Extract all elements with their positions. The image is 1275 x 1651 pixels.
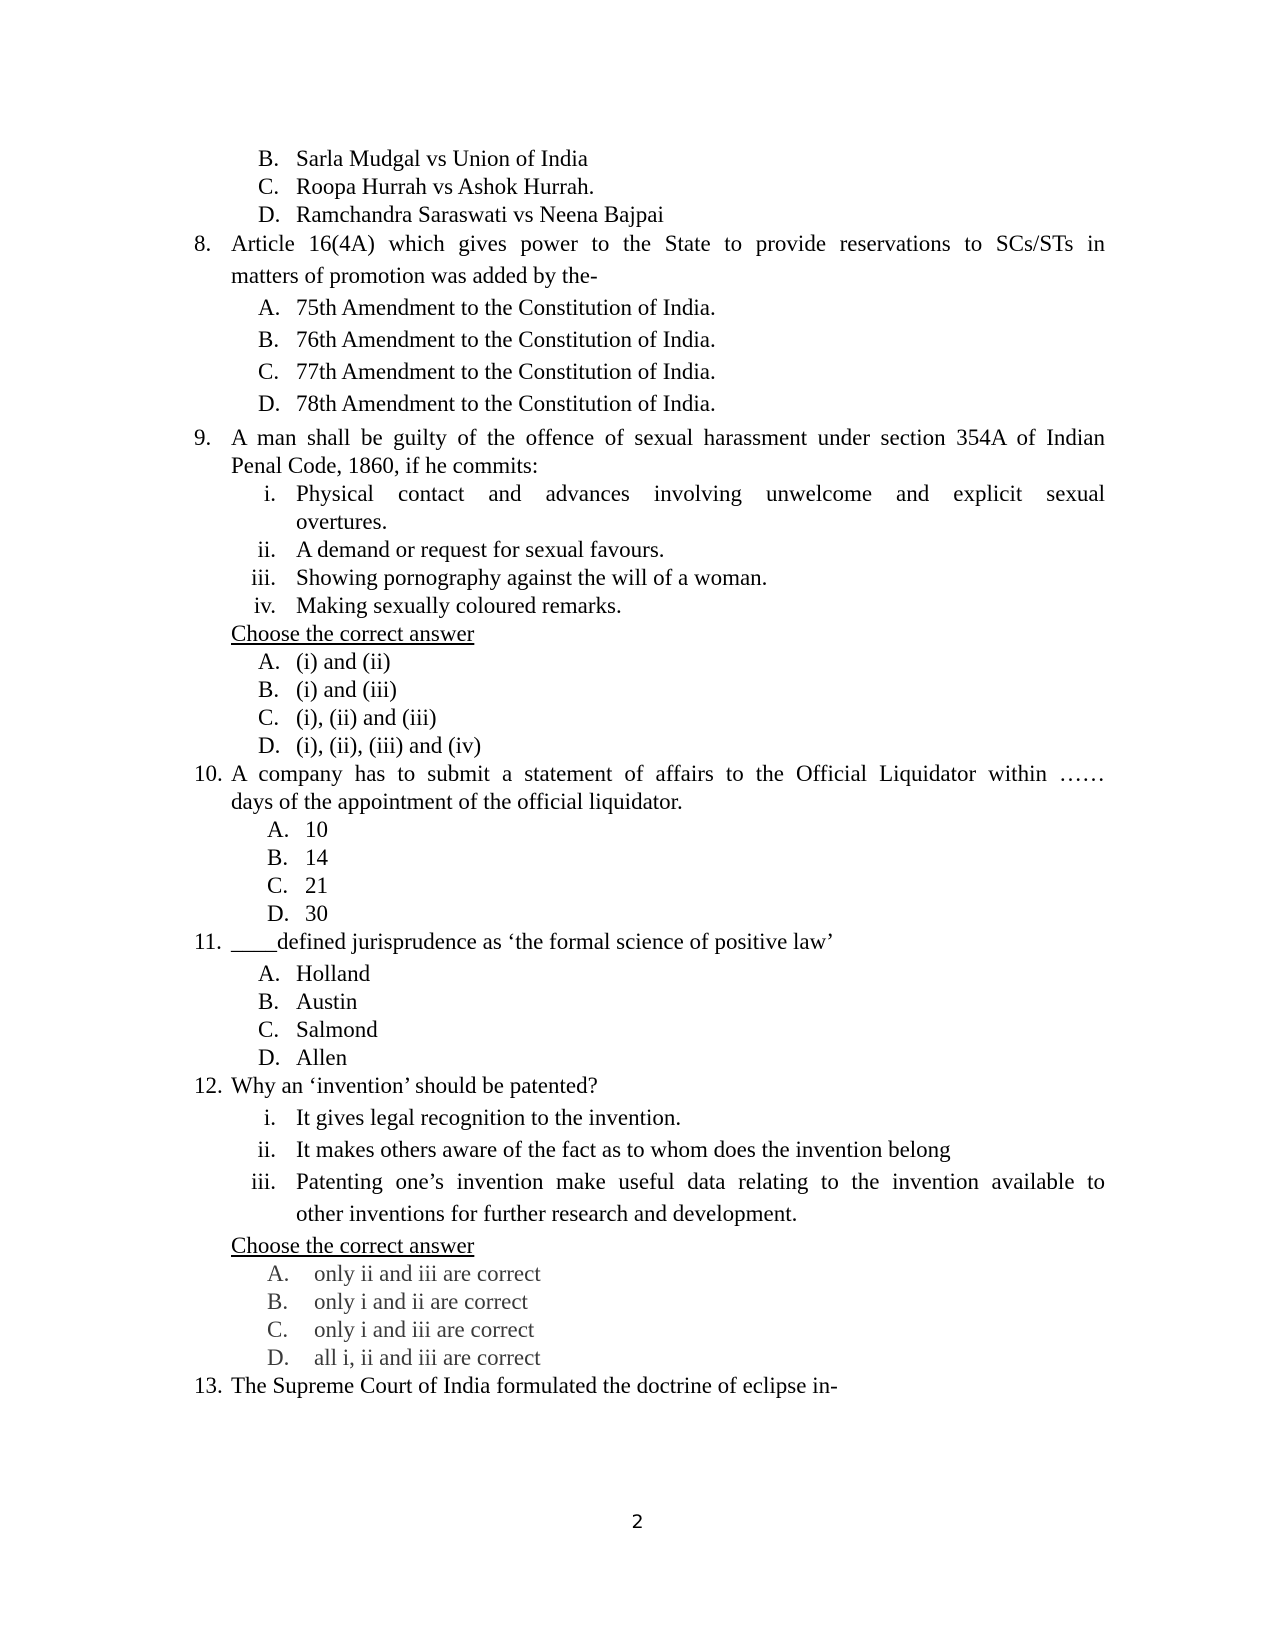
- item-text: Making sexually coloured remarks.: [296, 593, 622, 618]
- item-text: other inventions for further research and development.: [296, 1201, 798, 1226]
- question-text: A company has to submit a statement of affairs to the Official Liquidator within ……: [231, 761, 1105, 786]
- item-number: ii.: [257, 537, 276, 562]
- option-letter: C.: [258, 174, 280, 199]
- option-letter: B.: [258, 989, 280, 1014]
- question-text: matters of promotion was added by the-: [231, 263, 598, 288]
- option-letter: A.: [267, 817, 290, 842]
- option-letter: D.: [258, 202, 281, 227]
- item-number: ii.: [257, 1137, 276, 1162]
- option-text: 78th Amendment to the Constitution of India.: [296, 391, 716, 416]
- option-letter: B.: [267, 1289, 289, 1314]
- item-number: iii.: [251, 1169, 276, 1194]
- option-text: Roopa Hurrah vs Ashok Hurrah.: [296, 174, 595, 199]
- option-letter: C.: [267, 1317, 289, 1342]
- option-text: Salmond: [296, 1017, 378, 1042]
- question-number: 8.: [194, 231, 212, 256]
- option-letter: D.: [267, 901, 290, 926]
- question-number: 11.: [194, 929, 222, 954]
- option-letter: B.: [258, 146, 280, 171]
- option-text: only i and iii are correct: [314, 1317, 535, 1342]
- option-text: 30: [305, 901, 328, 926]
- option-text: (i) and (iii): [296, 677, 397, 702]
- option-letter: C.: [258, 1017, 280, 1042]
- question-text: The Supreme Court of India formulated the doctrine of eclipse in-: [231, 1373, 838, 1398]
- option-text: Allen: [296, 1045, 348, 1070]
- item-text: It gives legal recognition to the invention.: [296, 1105, 682, 1130]
- option-letter: D.: [258, 391, 281, 416]
- option-text: 21: [305, 873, 328, 898]
- question-text: ____defined jurisprudence as ‘the formal science of positive law’: [231, 929, 834, 954]
- option-text: 76th Amendment to the Constitution of India.: [296, 327, 716, 352]
- item-number: i.: [263, 1105, 276, 1130]
- option-letter: B.: [267, 845, 289, 870]
- choose-correct-answer: Choose the correct answer: [231, 1233, 475, 1258]
- option-text: only i and ii are correct: [314, 1289, 528, 1314]
- option-letter: B.: [258, 327, 280, 352]
- item-text: Physical contact and advances involving unwelcome and explicit sexual: [296, 481, 1105, 506]
- option-text: (i) and (ii): [296, 649, 391, 674]
- question-number: 12.: [194, 1073, 223, 1098]
- question-text: Penal Code, 1860, if he commits:: [231, 453, 539, 478]
- option-letter: C.: [258, 359, 280, 384]
- option-letter: A.: [267, 1261, 290, 1286]
- option-text: Holland: [296, 961, 371, 986]
- question-text: Why an ‘invention’ should be patented?: [231, 1073, 598, 1098]
- option-letter: D.: [258, 733, 281, 758]
- option-text: only ii and iii are correct: [314, 1261, 541, 1286]
- option-letter: D.: [267, 1345, 290, 1370]
- option-text: all i, ii and iii are correct: [314, 1345, 541, 1370]
- option-text: (i), (ii), (iii) and (iv): [296, 733, 482, 758]
- item-text: A demand or request for sexual favours.: [296, 537, 665, 562]
- option-text: Austin: [296, 989, 358, 1014]
- option-text: Ramchandra Saraswati vs Neena Bajpai: [296, 202, 664, 227]
- question-number: 9.: [194, 425, 212, 450]
- question-text: Article 16(4A) which gives power to the State to provide reservations to SCs/STs in: [231, 231, 1105, 256]
- page-number: 2: [631, 1511, 644, 1533]
- item-text: It makes others aware of the fact as to whom does the invention belong: [296, 1137, 951, 1162]
- item-text: Showing pornography against the will of a woman.: [296, 565, 768, 590]
- item-text: Patenting one’s invention make useful data relating to the invention available to: [296, 1169, 1105, 1194]
- question-number: 10.: [194, 761, 223, 786]
- item-number: i.: [263, 481, 276, 506]
- option-text: 75th Amendment to the Constitution of India.: [296, 295, 716, 320]
- option-text: 14: [305, 845, 328, 870]
- option-letter: D.: [258, 1045, 281, 1070]
- option-text: (i), (ii) and (iii): [296, 705, 437, 730]
- option-letter: A.: [258, 649, 281, 674]
- option-letter: B.: [258, 677, 280, 702]
- item-text: overtures.: [296, 509, 388, 534]
- option-letter: C.: [258, 705, 280, 730]
- option-text: 77th Amendment to the Constitution of India.: [296, 359, 716, 384]
- option-letter: C.: [267, 873, 289, 898]
- option-letter: A.: [258, 961, 281, 986]
- option-text: Sarla Mudgal vs Union of India: [296, 146, 588, 171]
- item-number: iv.: [253, 593, 276, 618]
- choose-correct-answer: Choose the correct answer: [231, 621, 475, 646]
- question-text: A man shall be guilty of the offence of sexual harassment under section 354A of Indian: [231, 425, 1105, 450]
- question-number: 13.: [194, 1373, 223, 1398]
- option-text: 10: [305, 817, 328, 842]
- question-text: days of the appointment of the official liquidator.: [231, 789, 683, 814]
- item-number: iii.: [251, 565, 276, 590]
- option-letter: A.: [258, 295, 281, 320]
